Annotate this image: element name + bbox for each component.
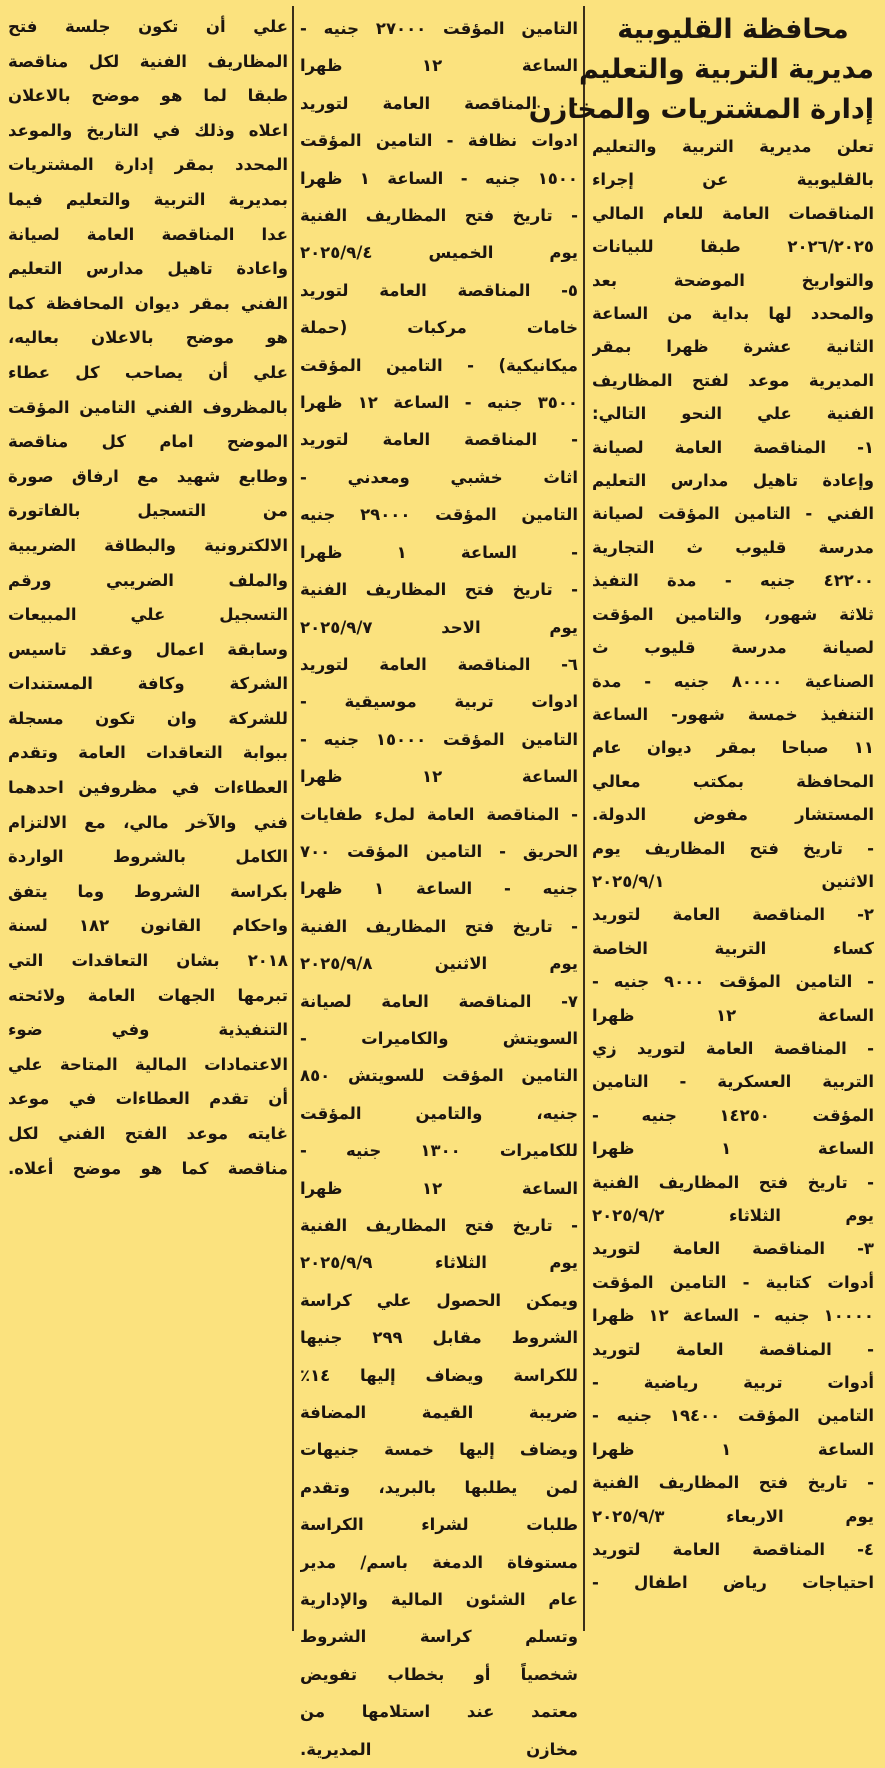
text-line: جنيه، والتامين المؤقت — [300, 1103, 578, 1123]
text-line: تبرمها الجهات العامة ولائحته — [8, 985, 288, 1005]
text-line: الفني بمقر ديوان المحافظة كما — [8, 293, 288, 313]
text-line: ٤٢٢٠٠ جنيه - مدة التفيذ — [592, 571, 874, 591]
text-line: المحافظة بمكتب معالي — [592, 771, 874, 791]
text-line: يوم الاربعاء ٢٠٢٥/٩/٣ — [592, 1506, 874, 1526]
text-line: يوم الاثنين ٢٠٢٥/٩/٨ — [300, 954, 578, 974]
ad-body-right — [592, 130, 874, 1600]
text-line: الفني - التامين المؤقت لصيانة — [592, 504, 874, 524]
text-line: والملف الضريبي ورقم — [8, 570, 288, 590]
text-line: التامين المؤقت للسويتش ٨٥٠ — [300, 1066, 578, 1086]
text-line: التامين المؤقت ٢٩٠٠٠ جنيه — [300, 505, 578, 525]
text-line: الفنية علي النحو التالي: — [592, 404, 874, 424]
text-line: الساعة ١٢ ظهرا — [300, 56, 578, 76]
text-line: الساعة ١٢ ظهرا — [300, 1178, 578, 1198]
text-line: الالكترونية والبطاقة الضريبية — [8, 535, 288, 555]
text-line: جنيه - الساعة ١ ظهرا — [300, 879, 578, 899]
text-line: - المناقصة العامة لتوريد — [592, 1339, 874, 1359]
text-line: الثانية عشرة ظهرا بمقر — [592, 337, 874, 357]
text-line: الموضح امام كل مناقصة — [8, 432, 288, 452]
text-line: مناقصة كما هو موضح أعلاه. — [8, 1158, 288, 1178]
text-line: من التسجيل بالفاتورة — [8, 501, 288, 521]
text-line: وطابع شهيد مع ارفاق صورة — [8, 466, 288, 486]
text-line: بمديرية التربية والتعليم فيما — [8, 189, 288, 209]
text-line: خامات مركبات (حملة — [300, 318, 578, 338]
text-line: لمن يطلبها بالبريد، وتقدم — [300, 1477, 578, 1497]
text-line: - تاريخ فتح المظاريف الفنية — [300, 580, 578, 600]
text-line: المستشار مفوض الدولة. — [592, 805, 874, 825]
text-line: والتواريخ الموضحة بعد — [592, 270, 874, 290]
text-line: معتمد عند استلامها من — [300, 1702, 578, 1722]
text-line: ببوابة التعاقدات العامة وتقدم — [8, 743, 288, 763]
text-line: الساعة ١٢ ظهرا — [592, 1005, 874, 1025]
text-line: غايته موعد الفتح الفني لكل — [8, 1124, 288, 1143]
text-line: ٦- المناقصة العامة لتوريد — [300, 654, 578, 674]
text-line: هو موضح بالاعلان بعاليه، — [8, 328, 288, 348]
text-line: طلبات لشراء الكراسة — [300, 1515, 578, 1535]
text-line: الكامل بالشروط الواردة — [8, 847, 288, 867]
text-line: ويمكن الحصول علي كراسة — [300, 1290, 578, 1310]
header-department: إدارة المشتريات والمخازن — [528, 94, 874, 125]
text-line: والمحدد لها بداية من الساعة — [592, 304, 874, 324]
text-line: لصيانة مدرسة قليوب ث — [592, 638, 874, 658]
text-line: بالمظروف الفني التامين المؤقت — [8, 397, 288, 417]
text-line: يوم الخميس ٢٠٢٥/٩/٤ — [300, 243, 578, 263]
text-line: كساء التربية الخاصة — [592, 938, 874, 958]
text-line: - تاريخ فتح المظاريف الفنية — [592, 1473, 874, 1493]
text-line: وتسلم كراسة الشروط — [300, 1627, 578, 1647]
text-line: - التامين المؤقت ٩٠٠٠ جنيه - — [592, 972, 874, 992]
text-line: يوم الاحد ٢٠٢٥/٩/٧ — [300, 617, 578, 637]
text-line: - تاريخ فتح المظاريف الفنية — [300, 206, 578, 226]
text-line: التربية العسكرية - التامين — [592, 1072, 874, 1092]
text-line: - المناقصة العامة لتوريد — [300, 93, 578, 113]
text-line: الساعة ١ ظهرا — [592, 1139, 874, 1159]
text-line: ويضاف إليها خمسة جنيهات — [300, 1440, 578, 1460]
text-line: الساعة ١٢ ظهرا — [300, 767, 578, 787]
text-line: ١- المناقصة العامة لصيانة — [592, 437, 874, 457]
text-line: المظاريف الفنية لكل مناقصة — [8, 51, 288, 71]
text-line: ادوات تربية موسيقية - — [300, 692, 578, 712]
column-left — [8, 10, 288, 1186]
text-line: - المناقصة العامة لتوريد زي — [592, 1038, 874, 1058]
text-line: المؤقت ١٤٢٥٠ جنيه - — [592, 1105, 874, 1125]
text-line: وإعادة تاهيل مدارس التعليم — [592, 471, 874, 491]
header-governorate: محافظة القليوبية — [617, 14, 849, 45]
column-divider-left — [292, 6, 294, 1631]
text-line: طبقا لما هو موضح بالاعلان — [8, 86, 288, 106]
text-line: ٢- المناقصة العامة لتوريد — [592, 905, 874, 925]
text-line: عام الشئون المالية والإدارية — [300, 1590, 578, 1610]
text-line: الشركة وكافة المستندات — [8, 674, 288, 694]
text-line: عدا المناقصة العامة لصيانة — [8, 224, 288, 244]
text-line: ٥- المناقصة العامة لتوريد — [300, 280, 578, 300]
text-line: - المناقصة العامة لملء طفايات — [300, 804, 578, 824]
text-line: يوم الثلاثاء ٢٠٢٥/٩/٩ — [300, 1253, 578, 1273]
text-line: ١٥٠٠ جنيه - الساعة ١ ظهرا — [300, 168, 578, 188]
text-line: بكراسة الشروط وما يتفق — [8, 881, 288, 901]
text-line: للكراسة ويضاف إليها ١٤٪ — [300, 1365, 578, 1385]
text-line: مخازن المديرية. — [300, 1739, 578, 1759]
text-line: يوم الثلاثاء ٢٠٢٥/٩/٢ — [592, 1206, 874, 1225]
text-line: ميكانيكية) - التامين المؤقت — [300, 355, 578, 375]
text-line: ٢٠٢٦/٢٠٢٥ طبقا للبيانات — [592, 237, 874, 257]
text-line: مدرسة قليوب ث التجارية — [592, 537, 874, 557]
text-line: فني والآخر مالي، مع الالتزام — [8, 812, 288, 832]
text-line: التنفيذ خمسة شهور- الساعة — [592, 704, 874, 724]
text-line: التسجيل علي المبيعات — [8, 605, 288, 625]
text-line: ٣٥٠٠ جنيه - الساعة ١٢ ظهرا — [300, 393, 578, 413]
text-line: مستوفاة الدمغة باسم/ مدير — [300, 1552, 578, 1572]
text-line: التامين المؤقت ١٩٤٠٠ جنيه - — [592, 1406, 874, 1426]
ad-body-left — [8, 10, 288, 1186]
text-line: - الساعة ١ ظهرا — [300, 542, 578, 562]
text-line: السويتش والكاميرات - — [300, 1028, 578, 1048]
text-line: المحدد بمقر إدارة المشتريات — [8, 155, 288, 175]
column-right — [528, 10, 874, 1600]
text-line: واحكام القانون ١٨٢ لسنة — [8, 916, 288, 936]
text-line: ٢٠١٨ بشان التعاقدات التي — [8, 951, 288, 971]
text-line: - تاريخ فتح المظاريف الفنية — [300, 916, 578, 936]
text-line: ثلاثة شهور، والتامين المؤقت — [592, 604, 874, 624]
text-line: اعلاه وذلك في التاريخ والموعد — [8, 120, 288, 140]
text-line: الشروط مقابل ٢٩٩ جنيها — [300, 1328, 578, 1348]
text-line: علي أن تكون جلسة فتح — [8, 17, 288, 36]
text-line: للكاميرات ١٣٠٠ جنيه - — [300, 1141, 578, 1161]
text-line: شخصياً أو بخطاب تفويض — [300, 1664, 578, 1684]
text-line: وسابقة اعمال وعقد تاسيس — [8, 639, 288, 659]
text-line: التامين المؤقت ١٥٠٠٠ جنيه - — [300, 729, 578, 749]
text-line: - تاريخ فتح المظاريف الفنية — [592, 1172, 874, 1192]
text-line: العطاءات في مظروفين احدهما — [8, 778, 288, 798]
text-line: ٧- المناقصة العامة لصيانة — [300, 991, 578, 1011]
text-line: المناقصات العامة للعام المالي — [592, 203, 874, 223]
column-middle — [300, 10, 578, 1768]
text-line: ادوات نظافة - التامين المؤقت — [300, 131, 578, 151]
text-line: أدوات تربية رياضية - — [592, 1373, 874, 1393]
text-line: - تاريخ فتح المظاريف الفنية — [300, 1216, 578, 1235]
text-line: - تاريخ فتح المظاريف يوم — [592, 838, 874, 858]
text-line: - المناقصة العامة لتوريد — [300, 430, 578, 450]
header-directorate: مديرية التربية والتعليم — [579, 54, 874, 85]
text-line: اثاث خشبي ومعدني - — [300, 467, 578, 487]
text-line: الصناعية ٨٠٠٠٠ جنيه - مدة — [592, 671, 874, 691]
ad-header — [528, 10, 874, 130]
text-line: الساعة ١ ظهرا — [592, 1439, 874, 1459]
text-line: أن تقدم العطاءات في موعد — [8, 1089, 288, 1109]
text-line: الاثنين ٢٠٢٥/٩/١ — [592, 871, 874, 891]
column-divider-right — [583, 6, 585, 1631]
text-line: ١٠٠٠٠ جنيه - الساعة ١٢ ظهرا — [592, 1306, 874, 1326]
text-line: واعادة تاهيل مدارس التعليم — [8, 259, 288, 279]
text-line: التنفيذية وفي ضوء — [8, 1020, 288, 1040]
text-line: الاعتمادات المالية المتاحة علي — [8, 1054, 288, 1074]
text-line: ٣- المناقصة العامة لتوريد — [592, 1239, 874, 1259]
ad-body-middle — [300, 10, 578, 1768]
text-line: ٤- المناقصة العامة لتوريد — [592, 1540, 874, 1560]
text-line: للشركة وان تكون مسجلة — [8, 708, 288, 728]
text-line: بالقليوبية عن إجراء — [592, 170, 874, 190]
text-line: تعلن مديرية التربية والتعليم — [592, 137, 874, 156]
text-line: ١١ صباحا بمقر ديوان عام — [592, 738, 874, 758]
text-line: الحريق - التامين المؤقت ٧٠٠ — [300, 841, 578, 861]
text-line: المديرية موعد لفتح المظاريف — [592, 370, 874, 390]
text-line: احتياجات رياض اطفال - — [592, 1573, 874, 1593]
text-line: التامين المؤقت ٢٧٠٠٠ جنيه - — [300, 19, 578, 38]
text-line: ضريبة القيمة المضافة — [300, 1403, 578, 1423]
text-line: أدوات كتابية - التامين المؤقت — [592, 1272, 874, 1292]
text-line: علي أن يصاحب كل عطاء — [8, 362, 288, 382]
